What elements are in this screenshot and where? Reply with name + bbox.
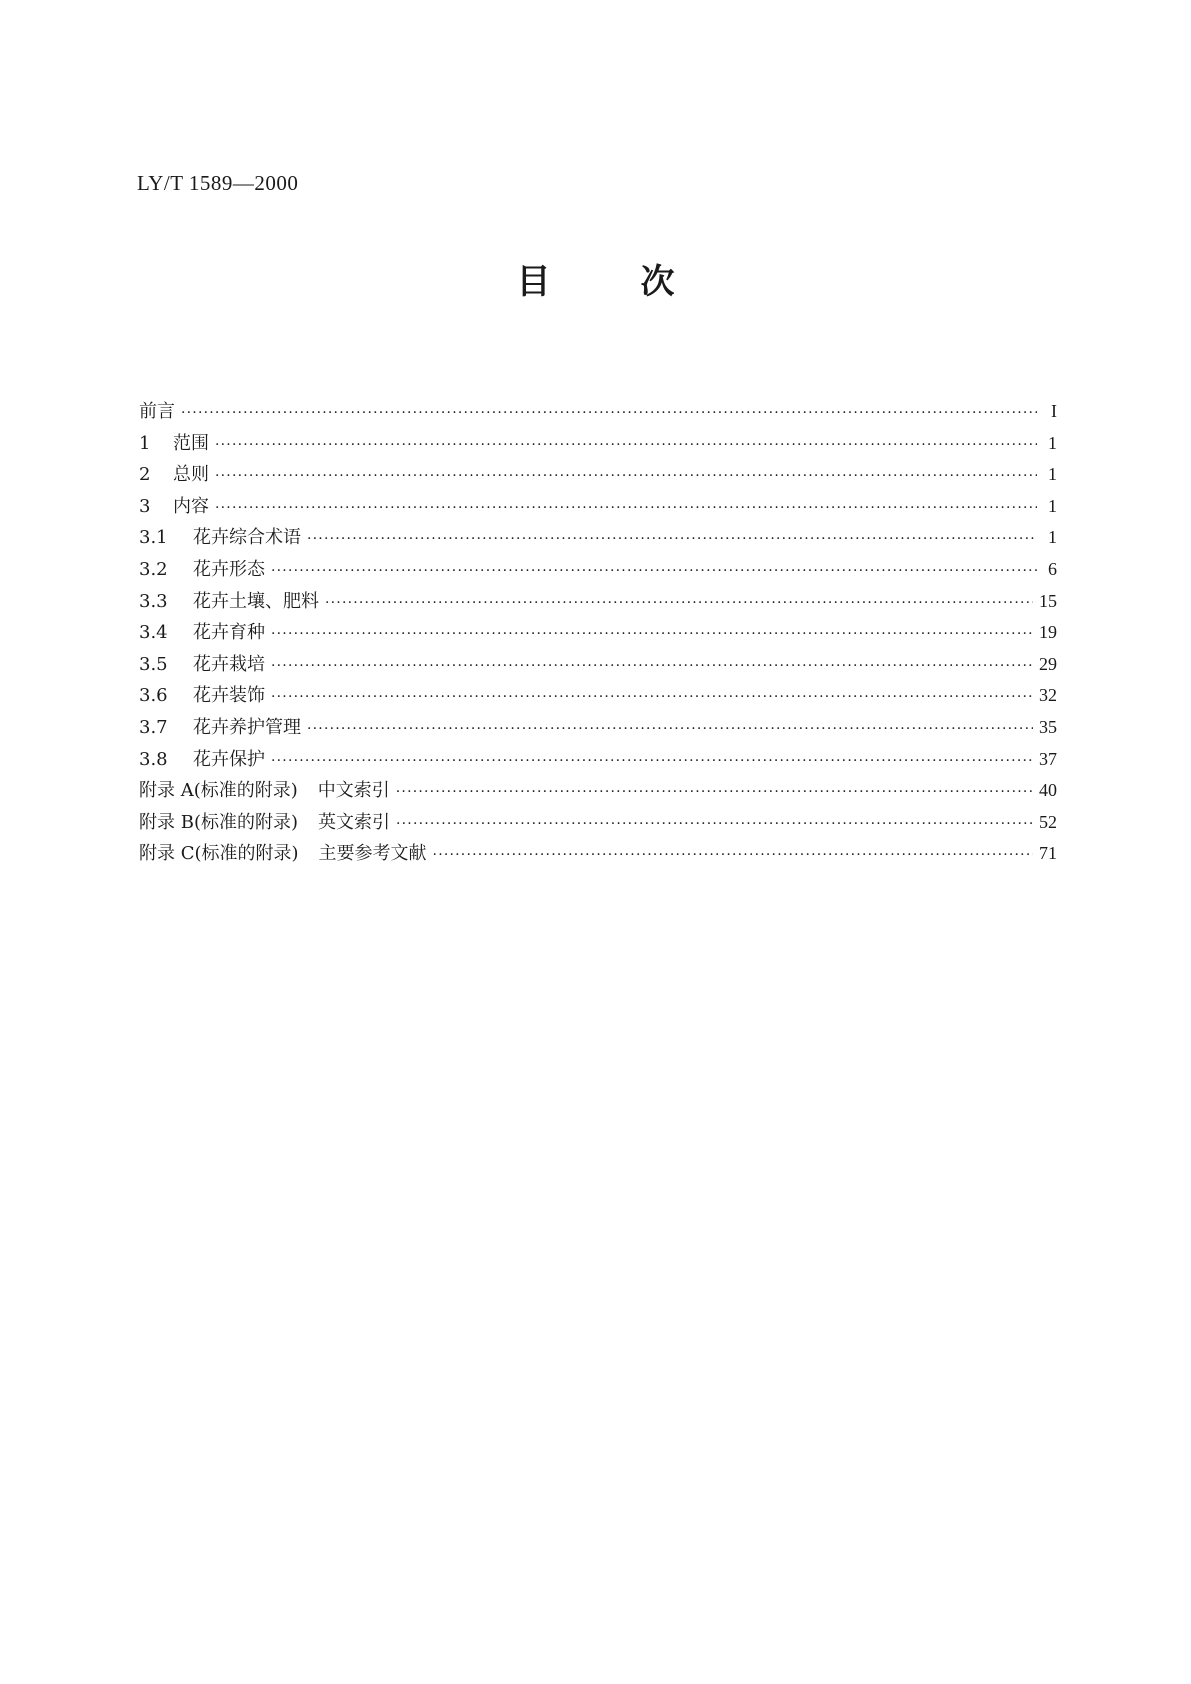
toc-entry-number: 3.2 bbox=[139, 558, 168, 580]
toc-entry-label: 花卉形态 bbox=[193, 558, 265, 580]
toc-entry-label: 花卉综合术语 bbox=[193, 527, 301, 549]
toc-entry-general[interactable] bbox=[139, 459, 1057, 491]
toc-entry-3-7[interactable] bbox=[139, 712, 1057, 744]
toc-entry-number: 附录 B(标准的附录) bbox=[139, 811, 298, 833]
toc-entry-appendix-a[interactable] bbox=[139, 775, 1057, 807]
toc-entry-number: 3.8 bbox=[139, 748, 168, 770]
toc-entry-page: 40 bbox=[1039, 780, 1057, 801]
toc-entry-label: 花卉土壤、肥料 bbox=[193, 590, 319, 612]
toc-entry-3-4[interactable] bbox=[139, 617, 1057, 649]
toc-entry-number: 1 bbox=[139, 432, 151, 454]
toc-entry-label: 花卉育种 bbox=[193, 622, 265, 644]
toc-entry-number: 附录 C(标准的附录) bbox=[139, 843, 299, 865]
toc-entry-page: 35 bbox=[1039, 716, 1057, 737]
title-char-1: 目 bbox=[516, 262, 551, 302]
toc-entry-number: 3.5 bbox=[139, 653, 168, 675]
toc-leader-dots bbox=[271, 682, 1033, 714]
toc-leader-dots bbox=[396, 809, 1033, 841]
toc-entry-page: 37 bbox=[1039, 748, 1057, 769]
toc-leader-dots bbox=[215, 493, 1037, 525]
toc-entry-number: 附录 A(标准的附录) bbox=[139, 780, 298, 802]
toc-entry-label: 前言 bbox=[139, 401, 175, 422]
toc-entry-number: 3 bbox=[139, 495, 151, 517]
table-of-contents bbox=[139, 396, 1057, 870]
toc-entry-number: 3.7 bbox=[139, 716, 168, 738]
toc-entry-page: 19 bbox=[1039, 622, 1057, 643]
toc-leader-dots bbox=[271, 746, 1033, 778]
toc-entry-3-6[interactable] bbox=[139, 680, 1057, 712]
toc-entry-appendix-b[interactable] bbox=[139, 807, 1057, 839]
toc-entry-page: 71 bbox=[1039, 843, 1057, 864]
toc-entry-number: 3.1 bbox=[139, 527, 168, 549]
toc-entry-label: 花卉保护 bbox=[193, 748, 265, 770]
toc-entry-3-1[interactable] bbox=[139, 522, 1057, 554]
toc-entry-page: 6 bbox=[1048, 558, 1057, 579]
toc-entry-number: 3.3 bbox=[139, 590, 168, 612]
toc-leader-dots bbox=[433, 840, 1033, 872]
toc-leader-dots bbox=[325, 588, 1033, 620]
page-title bbox=[0, 262, 1191, 302]
toc-leader-dots bbox=[307, 524, 1037, 556]
toc-entry-page: 52 bbox=[1039, 811, 1057, 832]
toc-entry-label: 英文索引 bbox=[318, 811, 390, 833]
toc-entry-label: 花卉装饰 bbox=[193, 685, 265, 707]
toc-entry-appendix-c[interactable] bbox=[139, 838, 1057, 870]
toc-entry-3-2[interactable] bbox=[139, 554, 1057, 586]
toc-entry-3-5[interactable] bbox=[139, 649, 1057, 681]
toc-entry-label: 中文索引 bbox=[317, 780, 390, 802]
toc-entry-3-8[interactable] bbox=[139, 744, 1057, 776]
toc-entry-page: 1 bbox=[1048, 527, 1057, 548]
toc-entry-content[interactable] bbox=[139, 491, 1057, 523]
toc-entry-number: 3.4 bbox=[139, 622, 168, 644]
toc-leader-dots bbox=[396, 777, 1033, 809]
toc-leader-dots bbox=[271, 619, 1033, 651]
toc-entry-label: 花卉栽培 bbox=[193, 653, 265, 675]
toc-entry-page: 1 bbox=[1048, 495, 1057, 516]
toc-entry-label: 内容 bbox=[173, 495, 209, 517]
toc-leader-dots bbox=[215, 430, 1037, 462]
title-char-2: 次 bbox=[640, 262, 675, 302]
toc-entry-label: 主要参考文献 bbox=[318, 843, 427, 865]
toc-leader-dots bbox=[271, 651, 1033, 683]
toc-entry-page: 15 bbox=[1039, 590, 1057, 611]
toc-entry-scope[interactable] bbox=[139, 428, 1057, 460]
standard-code: LY/T 1589—2000 bbox=[137, 171, 299, 195]
toc-entry-page: 1 bbox=[1048, 464, 1057, 485]
toc-entry-preface[interactable] bbox=[139, 396, 1057, 428]
toc-leader-dots bbox=[271, 556, 1037, 588]
toc-leader-dots bbox=[215, 461, 1037, 493]
toc-entry-3-3[interactable] bbox=[139, 586, 1057, 618]
toc-entry-label: 花卉养护管理 bbox=[193, 716, 301, 738]
toc-leader-dots bbox=[307, 714, 1033, 746]
toc-entry-page: 32 bbox=[1039, 685, 1057, 706]
toc-entry-number: 2 bbox=[139, 464, 151, 486]
toc-entry-page: 29 bbox=[1039, 653, 1057, 674]
toc-entry-label: 总则 bbox=[173, 464, 209, 486]
toc-entry-page: 1 bbox=[1048, 432, 1057, 453]
toc-entry-page: I bbox=[1051, 401, 1057, 421]
toc-entry-number: 3.6 bbox=[139, 685, 168, 707]
toc-leader-dots bbox=[181, 398, 1037, 430]
toc-entry-label: 范围 bbox=[173, 432, 209, 454]
